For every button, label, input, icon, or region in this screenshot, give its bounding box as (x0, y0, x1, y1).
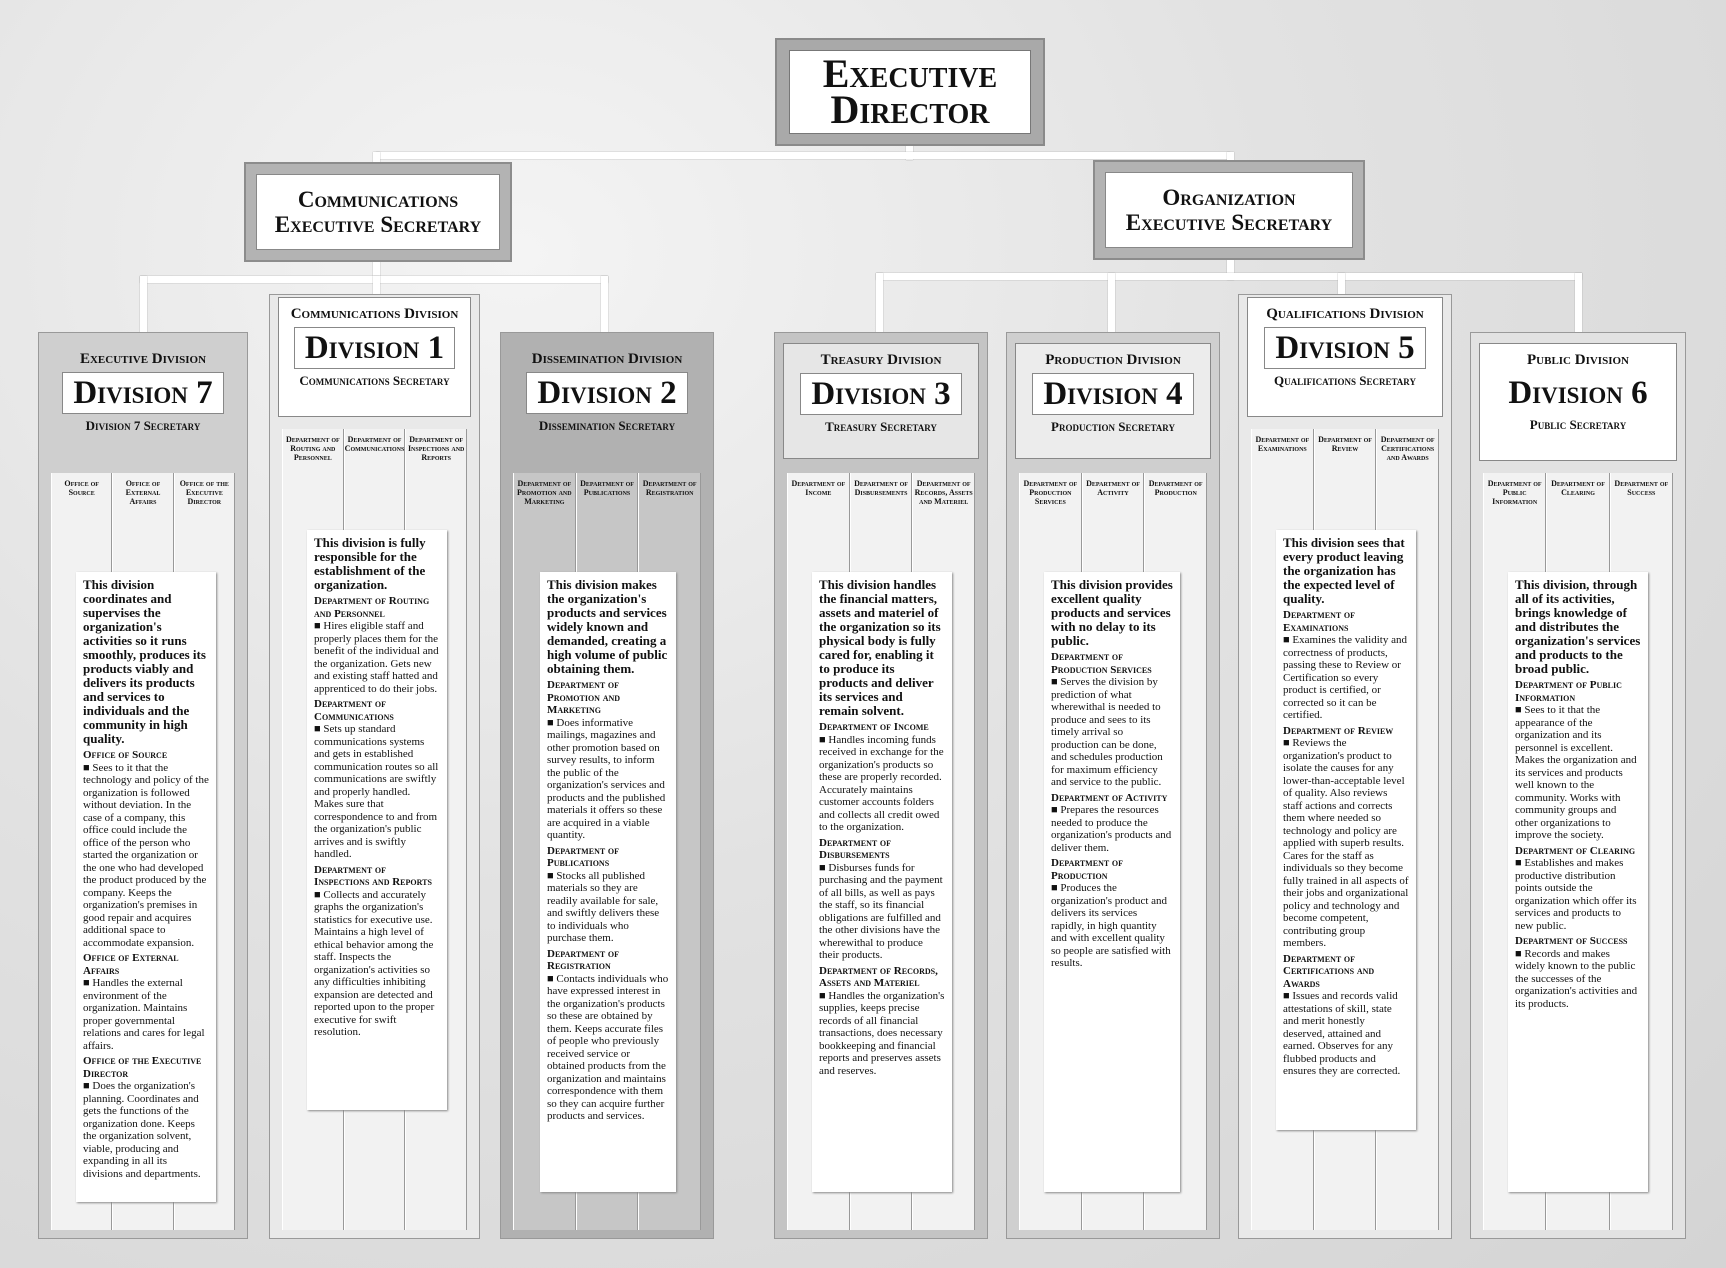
section-heading: Department of Review (1283, 724, 1394, 737)
division-name: Dissemination Division (531, 351, 683, 367)
communications-secretary-box (244, 162, 512, 262)
executive-director-title: Executive Director (822, 51, 998, 132)
division-name: Communications Division (290, 306, 459, 322)
division-secretary: Communications Secretary (299, 373, 450, 388)
department-label: Department of Disbursements (850, 473, 913, 1230)
organization-secretary-box (1093, 160, 1365, 260)
organization-secretary-card (1105, 172, 1353, 248)
division-intro: This division sees that every product leaving the organization has the expected level of quality. (1283, 535, 1405, 606)
division-header (783, 343, 979, 459)
division-intro: This division provides excellent quality products and services with no delay to its public. (1051, 577, 1173, 648)
section-heading: Department of Publications (547, 844, 620, 869)
section-heading: Department of Production Services (1051, 651, 1152, 676)
section-heading: Department of Public Information (1515, 679, 1622, 704)
section-heading: Department of Inspections and Reports (314, 863, 432, 888)
section-text: ■ Sees to it that the technology and policy of the organization is followed without deviation. In the case of a company, this office could include the office of the person who started the organization or the one who had developed the product produced by the company. Keeps the organization's premises in good repair and acquires additional space to accommodate expansion. (83, 761, 209, 949)
communications-secretary-card (256, 174, 500, 250)
drop-division-4 (1108, 273, 1115, 336)
section-heading: Office of the Executive Director (83, 1055, 202, 1080)
section-text: ■ Handles the organization's supplies, keeps precise records of all financial transactions, does necessary bookkeeping and financial reports and preserves assets and reserves. (819, 989, 945, 1077)
department-label: Office of Source (51, 473, 112, 1230)
section-text: ■ Establishes and makes productive distribution points outside the organization which offer its services and products to new public. (1515, 857, 1637, 932)
section-text: ■ Handles the external environment of the organization. Maintains proper governmental relations and cares for legal affairs. (83, 977, 205, 1052)
department-label: Department of Communications (344, 429, 406, 1230)
department-label: Department of Production (1144, 473, 1207, 1230)
section-heading: Department of Certifications and Awards (1283, 952, 1375, 990)
drop-division-2 (601, 276, 608, 336)
division-secretary: Qualifications Secretary (1274, 373, 1416, 388)
department-label: Department of Certifications and Awards (1376, 429, 1439, 1230)
division-secretary: Dissemination Secretary (538, 418, 676, 433)
department-label: Department of Activity (1082, 473, 1145, 1230)
division-number: Division 3 (800, 373, 961, 415)
division-intro: This division, through all of its activities, brings knowledge of and distributes the organization's services and products to the broad public. (1515, 577, 1641, 676)
division-description (1044, 572, 1180, 1192)
division-description (307, 530, 447, 1110)
communications-secretary-title: Communications Executive Secretary (274, 187, 482, 237)
division-name: Treasury Division (820, 352, 942, 368)
section-heading: Department of Clearing (1515, 844, 1636, 857)
section-text: ■ Sees to it that the appearance of the organization and its personnel is excellent. Makes the organization and its services and products well known to the community. Works with community groups and other organizations to improve the society. (1515, 704, 1637, 841)
division-number: Division 5 (1264, 327, 1425, 369)
connector-secretaries-horizontal (376, 152, 1230, 159)
section-heading: Department of Income (819, 721, 929, 733)
section-text: ■ Contacts individuals who have expressed interest in the organization's products so these are obtained by them. Keeps accurate files of people who previously received service or obtained products from the organization and maintains correspondence with them so they can acquire further products and services. (547, 972, 669, 1122)
drop-division-6 (1575, 273, 1582, 336)
department-label: Department of Examinations (1251, 429, 1314, 1230)
section-heading: Department of Success (1515, 935, 1628, 947)
executive-director-card (789, 50, 1031, 134)
division-intro: This division makes the organization's products and services widely known and demanded, creating a high volume of public obtaining them. (547, 577, 668, 676)
section-heading: Department of Registration (547, 947, 620, 972)
division-number: Division 4 (1032, 373, 1193, 415)
division-header (1015, 343, 1211, 459)
division-number: Division 1 (294, 327, 455, 369)
department-label: Department of Routing and Personnel (282, 429, 344, 1230)
department-label: Department of Review (1314, 429, 1377, 1230)
division-name: Executive Division (79, 351, 207, 367)
section-text: ■ Prepares the resources needed to produce the organization's products and deliver them. (1051, 804, 1172, 854)
division-description (76, 572, 216, 1202)
section-text: ■ Collects and accurately graphs the organization's statistics for executive use. Maintains a high level of ethical behavior among the staff. Inspects the organization's activities so any difficulties inhibiting expansion are detected and reported upon to the proper executive for swift resolution. (314, 888, 435, 1038)
division-number: Division 2 (526, 372, 687, 414)
division-description (812, 572, 952, 1192)
section-text: ■ Produces the organization's product and delivers its services rapidly, in high quantity and with excellent quality so people are satisfied with results. (1051, 882, 1171, 969)
section-heading: Department of Records, Assets and Materiel (819, 964, 938, 989)
division-secretary: Division 7 Secretary (85, 418, 201, 433)
division-header (278, 297, 471, 417)
drop-division-3 (876, 273, 883, 336)
section-text: ■ Sets up standard communications systems and gets in established communication routes so all communications are swiftly and properly handled. Makes sure that correspondence to and from the organization's public arrives and is swiftly handled. (314, 723, 439, 860)
section-heading: Office of External Affairs (83, 952, 179, 977)
department-label: Department of Production Services (1019, 473, 1082, 1230)
department-label: Department of Promotion and Marketing (513, 473, 576, 1230)
department-label: Department of Success (1610, 473, 1673, 1230)
section-text: ■ Records and makes widely known to the public the successes of the organization's activities and its products. (1515, 947, 1638, 1010)
section-text: ■ Reviews the organization's product to isolate the causes for any lower-than-acceptable level of quality. Also reviews staff actions and corrects them where needed so technology and policy are applied with superb results. Cares for the staff as individuals so they become fully trained in all aspects of their jobs and organizational policy and technology and become competent, contributing group members. (1283, 737, 1409, 949)
department-label: Department of Records, Assets and Materiel (912, 473, 975, 1230)
division-name: Production Division (1045, 352, 1181, 368)
department-label: Office of the Executive Director (174, 473, 235, 1230)
division-description (1276, 530, 1416, 1130)
division-intro: This division is fully responsible for the establishment of the organization. (314, 535, 426, 592)
connector-org-divisions-horizontal (876, 273, 1582, 280)
section-text: ■ Serves the division by prediction of what wherewithal is needed to produce and sees to its timely arrival so production can be done, and schedules production for maximum efficiency and service to the public. (1051, 676, 1163, 788)
division-secretary: Treasury Secretary (825, 419, 937, 434)
section-text: ■ Examines the validity and correctness of products, passing these to Review or Certification so every product is certified, or corrected so it can be certified. (1283, 634, 1407, 721)
section-text: ■ Disburses funds for purchasing and the payment of all bills, as well as pays the staff, so its financial obligations are fulfilled and the other divisions have the wherewithal to produce their products. (819, 861, 943, 961)
department-label: Department of Clearing (1546, 473, 1609, 1230)
department-label: Department of Public Information (1483, 473, 1546, 1230)
section-text: ■ Issues and records valid attestations of skill, state and merit honestly deserved, attained and earned. Observes for any flubbed products and ensures they are corrected. (1283, 990, 1401, 1077)
section-text: ■ Stocks all published materials so they are readily available for sale, and swiftly delivers these to individuals who purchase them. (547, 869, 660, 944)
section-heading: Department of Routing and Personnel (314, 595, 430, 620)
division-header (509, 343, 705, 467)
section-heading: Department of Promotion and Marketing (547, 679, 621, 716)
division-header (1479, 343, 1677, 461)
drop-division-7 (140, 276, 147, 336)
division-name: Qualifications Division (1266, 306, 1424, 322)
executive-director-box (775, 38, 1045, 146)
division-number: Division 6 (1498, 373, 1657, 413)
division-name: Public Division (1527, 352, 1629, 368)
division-intro: This division handles the financial matters, assets and materiel of the organization so its physical body is fully cared for, enabling it to produce its products and deliver its services and remain solvent. (819, 577, 941, 718)
section-heading: Department of Examinations (1283, 609, 1356, 634)
section-text: ■ Hires eligible staff and properly places them for the benefit of the individual and the organization. Gets new and existing staff hatted and apprenticed to do their jobs. (314, 620, 439, 695)
section-heading: Department of Activity (1051, 791, 1168, 804)
division-header (1247, 297, 1443, 417)
division-number: Division 7 (62, 372, 223, 414)
department-label: Department of Registration (638, 473, 701, 1230)
division-header (47, 343, 239, 467)
organization-secretary-title: Organization Executive Secretary (1125, 185, 1333, 235)
section-heading: Department of Disbursements (819, 836, 892, 861)
section-text: ■ Does the organization's planning. Coordinates and gets the functions of the organization done. Keeps the organization solvent, viable, producing and expanding in all its divisions and departments. (83, 1080, 201, 1180)
section-text: ■ Does informative mailings, magazines and other promotion based on survey results, to inform the public of the organization's services and products and the published materials it offers so these are acquired in a viable quantity. (547, 716, 666, 841)
department-label: Office of External Affairs (112, 473, 173, 1230)
division-description (540, 572, 676, 1192)
division-intro: This division coordinates and supervises the organization's activities so it runs smoothly, produces its products viably and delivers its products and services to individuals and the community in high quality. (83, 577, 206, 746)
section-heading: Department of Communications (314, 698, 394, 723)
section-heading: Office of Source (83, 749, 168, 761)
department-label: Department of Income (787, 473, 850, 1230)
division-description (1508, 572, 1648, 1192)
division-secretary: Production Secretary (1051, 419, 1175, 434)
section-heading: Department of Production (1051, 857, 1124, 882)
section-text: ■ Handles incoming funds received in exchange for the organization's products so these are properly recorded. Accurately maintains customer accounts folders and collects all credit owed to the organization. (819, 733, 944, 833)
department-label: Department of Inspections and Reports (405, 429, 467, 1230)
department-label: Department of Publications (576, 473, 639, 1230)
division-secretary: Public Secretary (1529, 417, 1627, 432)
